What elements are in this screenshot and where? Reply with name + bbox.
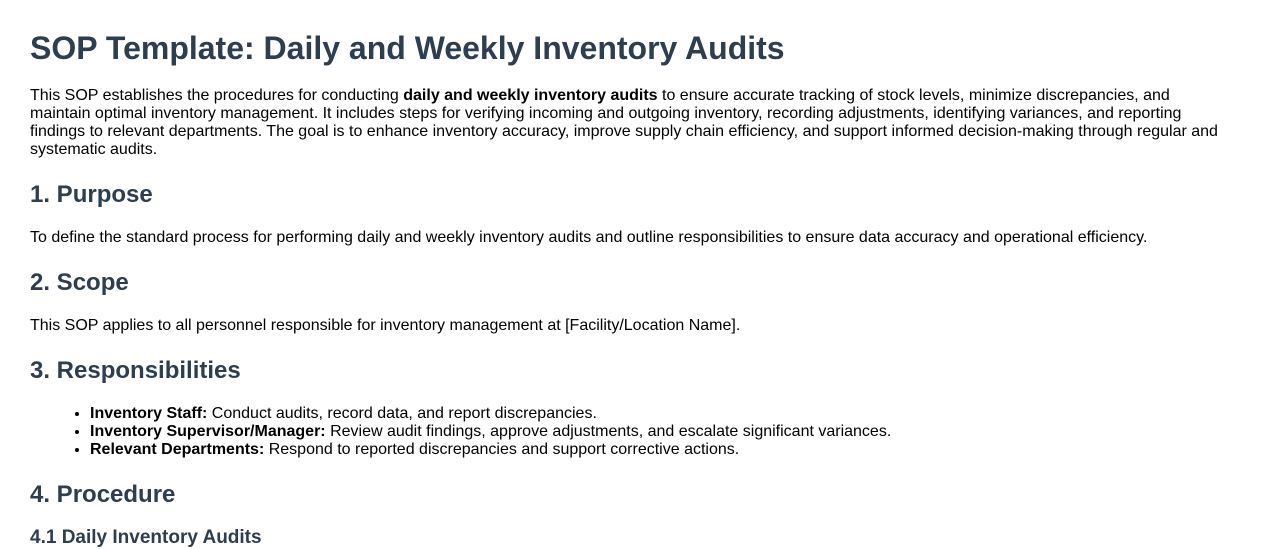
role-description: Respond to reported discrepancies and support corrective actions. [264,441,740,458]
procedure-subheading: 4.1 Daily Inventory Audits [30,527,262,548]
procedure-heading: 4. Procedure [30,481,176,508]
list-item [90,441,1233,459]
intro-text-bold: daily and weekly inventory audits [403,87,658,104]
intro-paragraph [30,87,1233,159]
list-item [90,423,1233,441]
role-description: Review audit findings, approve adjustments, and escalate significant variances. [325,423,892,440]
responsibilities-list [30,405,1233,459]
purpose-heading: 1. Purpose [30,181,153,208]
role-label: Relevant Departments: [90,441,265,458]
intro-text-before: This SOP establishes the procedures for conducting [30,87,404,104]
document-title: SOP Template: Daily and Weekly Inventory Audits [30,30,785,66]
list-item [90,405,1233,423]
responsibilities-heading: 3. Responsibilities [30,357,241,384]
role-label: Inventory Supervisor/Manager: [90,423,326,440]
purpose-text: To define the standard process for performing daily and weekly inventory audits and outline responsibilities to ensure data accuracy and operational efficiency. [30,229,1148,246]
intro-text-after: to ensure accurate tracking of stock levels, minimize discrepancies, and maintain optimal inventory management. It includes steps for verifying incoming and outgoing inventory, recording adjustments, identifying variances, and reporting findings to relevant departments. The goal is to enhance inventory accuracy, improve supply chain efficiency, and support informed decision-making through regular and systematic audits. [30,87,1218,158]
scope-text: This SOP applies to all personnel responsible for inventory management at [Facility/Location Name]. [30,317,741,334]
scope-heading: 2. Scope [30,269,129,296]
role-label: Inventory Staff: [90,405,208,422]
role-description: Conduct audits, record data, and report discrepancies. [207,405,597,422]
